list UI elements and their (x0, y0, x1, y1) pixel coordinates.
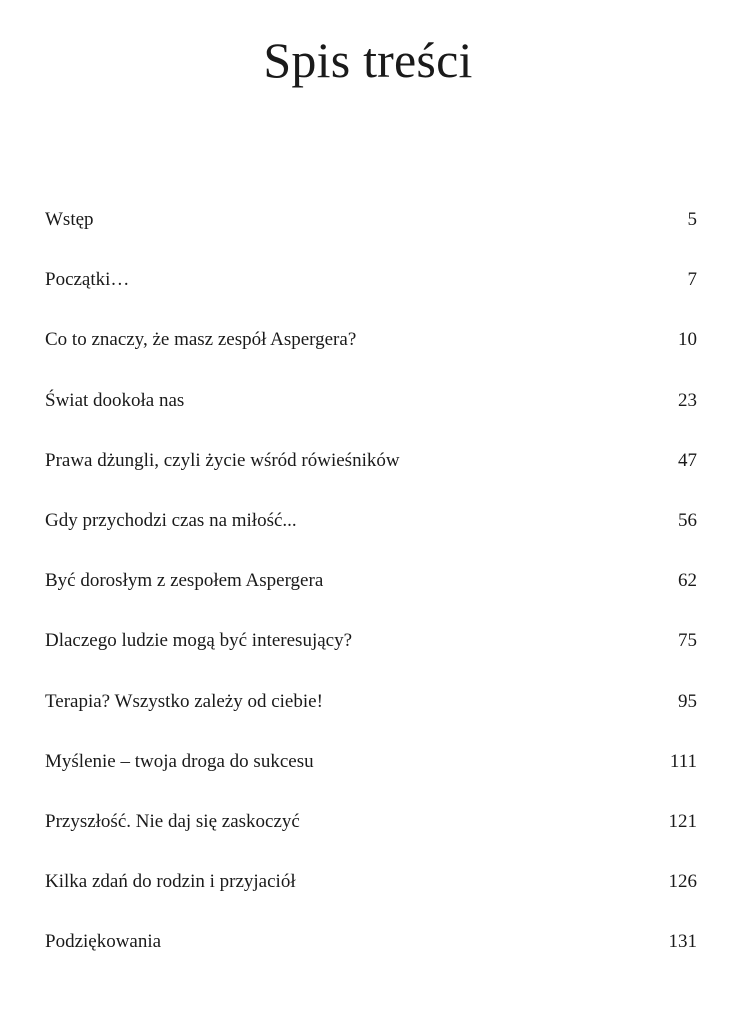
toc-entry (45, 687, 697, 747)
toc-entry-title: Dlaczego ludzie mogą być interesujący? (45, 630, 353, 652)
toc-entry-page-number: 7 (687, 269, 697, 291)
toc-entry-title: Przyszłość. Nie daj się zaskoczyć (45, 810, 300, 832)
toc-entry-page-number: 47 (678, 449, 697, 471)
toc-entry-title: Terapia? Wszystko zależy od ciebie! (45, 690, 323, 712)
toc-entry-page-number: 5 (687, 209, 697, 230)
toc-entry (45, 265, 697, 325)
toc-entry-title: Myślenie – twoja droga do sukcesu (45, 750, 314, 772)
toc-entry-page-number: 111 (669, 750, 697, 772)
toc-entry (45, 626, 697, 686)
toc-entry-title: Podziękowania (45, 931, 162, 953)
toc-entry-page-number: 23 (678, 389, 697, 411)
toc-entry-title: Gdy przychodzi czas na miłość... (45, 509, 297, 531)
toc-entry-page-number: 121 (668, 810, 697, 832)
toc-entry-title: Świat dookoła nas (45, 389, 185, 411)
toc-entry (45, 927, 697, 987)
toc-entry-page-number: 75 (678, 630, 697, 652)
toc-entry-page-number: 10 (678, 329, 697, 351)
toc-entry (45, 566, 697, 626)
toc-entry-title: Co to znaczy, że masz zespół Aspergera? (45, 329, 357, 351)
toc-entry-page-number: 95 (678, 690, 697, 712)
toc-entry-page-number: 62 (678, 570, 697, 592)
toc-entry (45, 506, 697, 566)
toc-entry-page-number: 56 (678, 509, 697, 531)
toc-entry-page-number: 126 (668, 871, 697, 893)
toc-entry (45, 325, 697, 385)
toc-entry-title: Prawa dżungli, czyli życie wśród rówieśników (45, 449, 400, 471)
toc-entry (45, 747, 697, 807)
toc-entry-title: Wstęp (45, 209, 94, 230)
toc-entry-title: Kilka zdań do rodzin i przyjaciół (45, 871, 296, 893)
toc-entry-title: Początki… (45, 269, 130, 291)
toc-entry (45, 867, 697, 927)
toc-entry (45, 807, 697, 867)
toc-entry-title: Być dorosłym z zespołem Aspergera (45, 570, 324, 592)
table-of-contents (45, 205, 697, 987)
toc-entry-page-number: 131 (668, 931, 697, 953)
toc-entry (45, 205, 697, 265)
toc-entry (45, 446, 697, 506)
toc-entry (45, 386, 697, 446)
page-title: Spis treści (263, 32, 473, 88)
